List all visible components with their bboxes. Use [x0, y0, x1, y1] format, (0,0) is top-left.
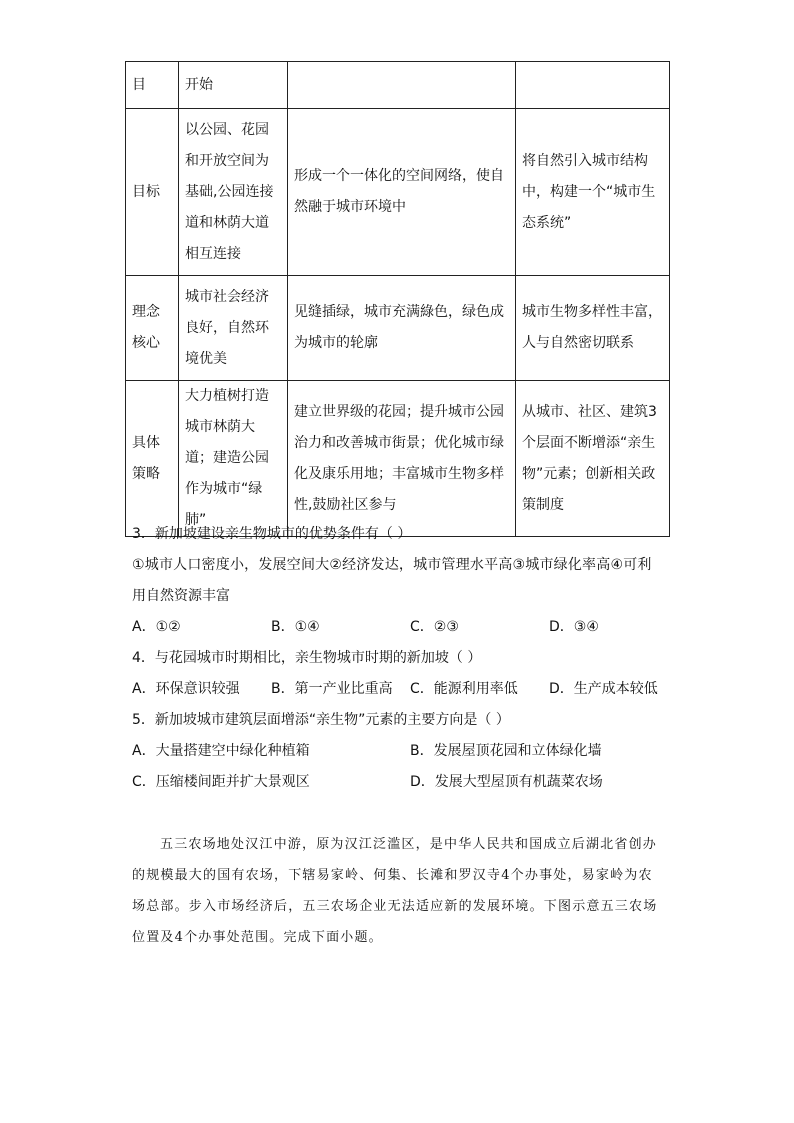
table-cell: [288, 62, 516, 109]
question-5-option-b[interactable]: B．发展屋顶花园和立体绿化墙: [410, 743, 602, 759]
table-cell: 从城市、社区、建筑3个层面不断增添“亲生物”元素；创新相关政策制度: [516, 381, 670, 537]
table-cell: 开始: [179, 62, 288, 109]
table-cell: 城市生物多样性丰富，人与自然密切联系: [516, 276, 670, 381]
table-cell: 目: [126, 62, 179, 109]
question-5-option-c[interactable]: C．压缩楼间距并扩大景观区: [132, 774, 310, 790]
question-4-stem: 4．与花园城市时期相比，亲生物城市时期的新加坡（ ）: [132, 650, 482, 666]
table-cell: [516, 62, 670, 109]
question-4-option-a[interactable]: A．环保意识较强: [132, 681, 240, 697]
table-cell: 以公园、花园和开放空间为基础,公园连接道和林荫大道相互连接: [179, 109, 288, 276]
comparison-table: [125, 61, 670, 537]
question-5-stem: 5．新加坡城市建筑层面增添“亲生物”元素的主要方向是（ ）: [132, 712, 510, 728]
question-3-option-b[interactable]: B．①④: [271, 619, 320, 635]
question-4-option-c[interactable]: C．能源利用率低: [410, 681, 518, 697]
table-cell: 理念核心: [126, 276, 179, 381]
table-cell: 建立世界级的花园；提升城市公园治力和改善城市街景；优化城市绿化及康乐用地；丰富城市生物多样性,鼓励社区参与: [288, 381, 516, 537]
table-row: [126, 381, 670, 537]
question-3-option-c[interactable]: C．②③: [410, 619, 459, 635]
reading-passage: 五三农场地处汉江中游，原为汉江泛滥区，是中华人民共和国成立后湖北省创办的规模最大的国有农场，下辖易家岭、何集、长滩和罗汉寺4个办事处，易家岭为农场总部。步入市场经济后，五三农场企业无法适应新的发展环境。下图示意五三农场位置及4个办事处范围。完成下面小题。: [132, 837, 658, 945]
table-cell: 大力植树打造城市林荫大道；建造公园作为城市“绿肺”: [179, 381, 288, 537]
question-3-conditions-line-2: 用自然资源丰富: [132, 588, 230, 604]
table-cell: 将自然引入城市结构中，构建一个“城市生态系统”: [516, 109, 670, 276]
table-row: [126, 276, 670, 381]
table-cell: 形成一个一体化的空间网络，使自然融于城市环境中: [288, 109, 516, 276]
table-cell: 具体策略: [126, 381, 179, 537]
table-cell: 目标: [126, 109, 179, 276]
question-3-stem: 3．新加坡建设亲生物城市的优势条件有（ ）: [132, 526, 412, 542]
table-row: [126, 109, 670, 276]
question-3-conditions-line-1: ①城市人口密度小，发展空间大②经济发达，城市管理水平高③城市绿化率高④可利: [132, 557, 652, 573]
question-4-option-d[interactable]: D．生产成本较低: [549, 681, 658, 697]
table-row: [126, 62, 670, 109]
table-cell: 城市社会经济良好，自然环境优美: [179, 276, 288, 381]
question-5-option-d[interactable]: D．发展大型屋顶有机蔬菜农场: [410, 774, 603, 790]
question-4-option-b[interactable]: B．第一产业比重高: [271, 681, 393, 697]
question-3-option-a[interactable]: A．①②: [132, 619, 181, 635]
question-3-option-d[interactable]: D．③④: [549, 619, 599, 635]
question-5-option-a[interactable]: A．大量搭建空中绿化种植箱: [132, 743, 310, 759]
table-cell: 见缝插绿，城市充满綠色，绿色成为城市的轮廓: [288, 276, 516, 381]
